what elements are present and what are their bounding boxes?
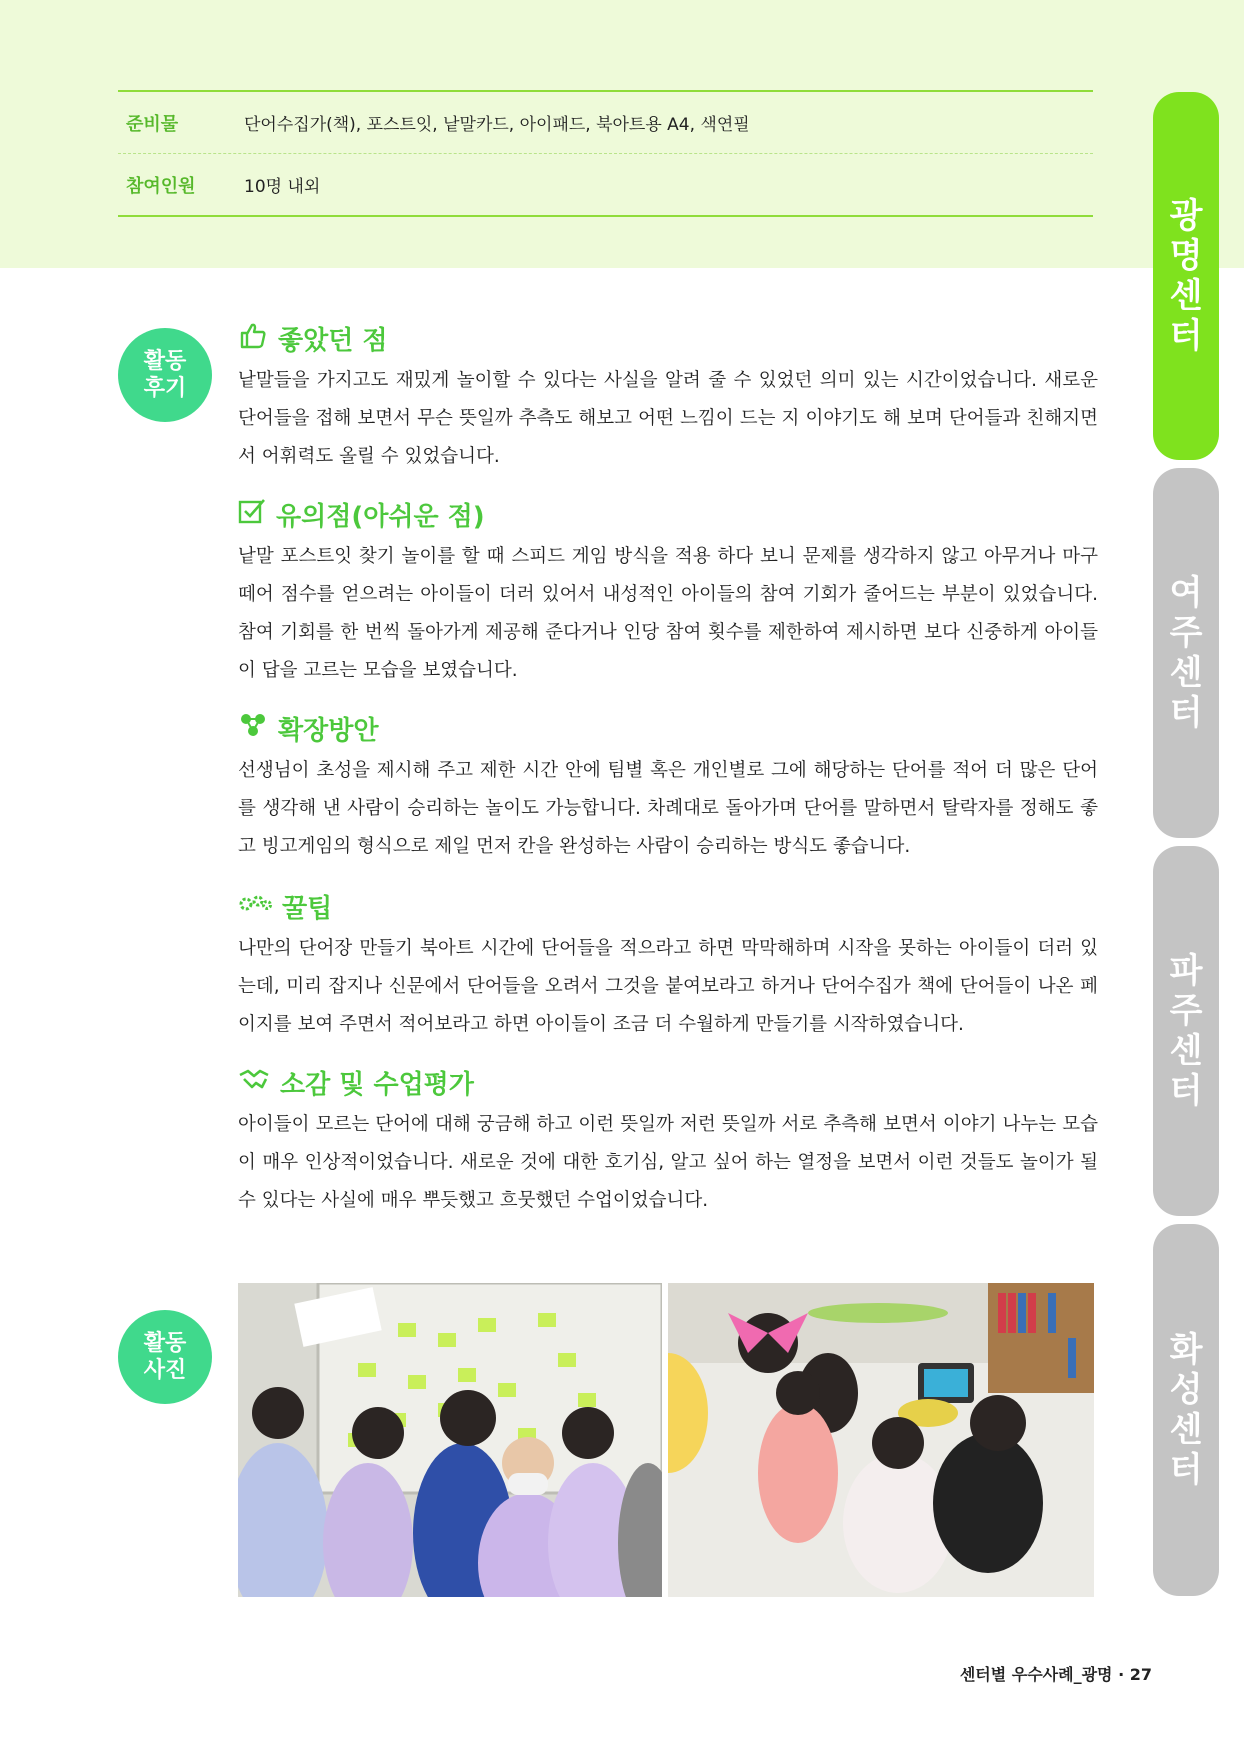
- section-body: 선생님이 초성을 제시해 주고 제한 시간 안에 팀별 혹은 개인별로 그에 해당하는 단어를 적어 더 많은 단어를 생각해 낸 사람이 승리하는 놀이도 가능합니다. 차례대로 돌아가며 단어를 말하면서 탈락자를 정해도 좋고 빙고게임의 형식으로 제일 먼저 칸을 완성하는 사람이 승리하는 방식도 좋습니다.: [238, 760, 1098, 857]
- badge-line: 사진: [143, 1358, 187, 1383]
- section-title: [238, 708, 1098, 748]
- info-bottom-rule: [118, 215, 1093, 217]
- section-good-points: [238, 318, 1098, 476]
- tab-char: 센: [1169, 276, 1203, 316]
- tab-char: 터: [1169, 1071, 1203, 1111]
- gears-icon: [238, 891, 272, 921]
- section-title-text: 유의점(아쉬운 점): [276, 501, 485, 532]
- section-review: [238, 1062, 1098, 1220]
- network-icon: [238, 711, 268, 746]
- activity-review-badge: [118, 328, 212, 422]
- badge-line: 활동: [143, 1331, 187, 1356]
- tab-char: 센: [1169, 1410, 1203, 1450]
- info-row-materials: [118, 92, 1093, 153]
- tab-char: 주: [1169, 991, 1203, 1031]
- section-title: [238, 886, 1098, 926]
- page-footer: 센터별 우수사례_광명 · 27: [959, 1665, 1152, 1684]
- tab-char: 파: [1169, 951, 1203, 991]
- tab-char: 터: [1169, 693, 1203, 733]
- badge-line: 활동: [143, 349, 187, 374]
- section-title: [238, 318, 1098, 358]
- section-body: 나만의 단어장 만들기 북아트 시간에 단어들을 적으라고 하면 막막해하며 시작을 못하는 아이들이 더러 있는데, 미리 잡지나 신문에서 단어들을 오려서 그것을 붙여보라고 하거나 단어수집가 책에 단어들이 나온 페이지를 보여 주면서 적어보라고 하면 아이들이 조금 더 수월하게 만들기를 시작하였습니다.: [238, 938, 1098, 1035]
- section-title-text: 확장방안: [278, 715, 379, 746]
- tab-char: 명: [1169, 236, 1203, 276]
- activity-photo-whiteboard: [238, 1283, 662, 1597]
- section-title-text: 좋았던 점: [278, 325, 388, 356]
- tab-paju-center[interactable]: [1153, 846, 1219, 1216]
- info-table: [118, 90, 1093, 217]
- tab-char: 센: [1169, 653, 1203, 693]
- thumbs-up-icon: [238, 320, 268, 357]
- tab-char: 주: [1169, 613, 1203, 653]
- section-body: 낱말들을 가지고도 재밌게 놀이할 수 있다는 사실을 알려 줄 수 있었던 의미 있는 시간이었습니다. 새로운 단어들을 접해 보면서 무슨 뜻일까 추측도 해보고 어떤 느낌이 드는 지 이야기도 해 보며 단어들과 친해지면서 어휘력도 올릴 수 있었습니다.: [238, 370, 1098, 467]
- checkbox-icon: [238, 497, 266, 532]
- tab-char: 센: [1169, 1031, 1203, 1071]
- activity-photo-floor-game: [668, 1283, 1094, 1597]
- section-title: [238, 1062, 1098, 1102]
- section-tips: [238, 886, 1098, 1044]
- tab-gwangmyeong-center[interactable]: [1153, 92, 1219, 460]
- tab-char: 성: [1169, 1370, 1203, 1410]
- info-value: 10명 내외: [244, 177, 321, 197]
- info-label: 참여인원: [126, 175, 196, 197]
- section-extension: [238, 708, 1098, 866]
- handshake-icon: [238, 1067, 270, 1098]
- tab-char: 화: [1169, 1330, 1203, 1370]
- activity-photo-badge: [118, 1310, 212, 1404]
- badge-line: 후기: [143, 376, 187, 401]
- info-row-participants: [118, 153, 1093, 215]
- tab-char: 여: [1169, 573, 1203, 613]
- section-title-text: 꿀팁: [282, 893, 333, 924]
- tab-yeoju-center[interactable]: [1153, 468, 1219, 838]
- section-body: 아이들이 모르는 단어에 대해 궁금해 하고 이런 뜻일까 저런 뜻일까 서로 추측해 보면서 이야기 나누는 모습이 매우 인상적이었습니다. 새로운 것에 대한 호기심, 알고 싶어 하는 열정을 보면서 이런 것들도 놀이가 될 수 있다는 사실에 매우 뿌듯했고 흐뭇했던 수업이었습니다.: [238, 1114, 1098, 1211]
- tab-char: 터: [1169, 1450, 1203, 1490]
- info-label: 준비물: [126, 113, 179, 135]
- tab-char: 광: [1169, 196, 1203, 236]
- section-title: [238, 494, 1098, 534]
- section-caution: [238, 494, 1098, 690]
- info-value: 단어수집가(책), 포스트잇, 낱말카드, 아이패드, 북아트용 A4, 색연필: [244, 115, 750, 135]
- section-title-text: 소감 및 수업평가: [280, 1069, 474, 1100]
- tab-hwaseong-center[interactable]: [1153, 1224, 1219, 1596]
- tab-char: 터: [1169, 316, 1203, 356]
- section-body: 낱말 포스트잇 찾기 놀이를 할 때 스피드 게임 방식을 적용 하다 보니 문제를 생각하지 않고 아무거나 마구 떼어 점수를 얻으려는 아이들이 더러 있어서 내성적인 아이들의 참여 기회가 줄어드는 부분이 있었습니다. 참여 기회를 한 번씩 돌아가게 제공해 준다거나 인당 참여 횟수를 제한하여 제시하면 보다 신중하게 아이들이 답을 고르는 모습을 보였습니다.: [238, 546, 1098, 681]
